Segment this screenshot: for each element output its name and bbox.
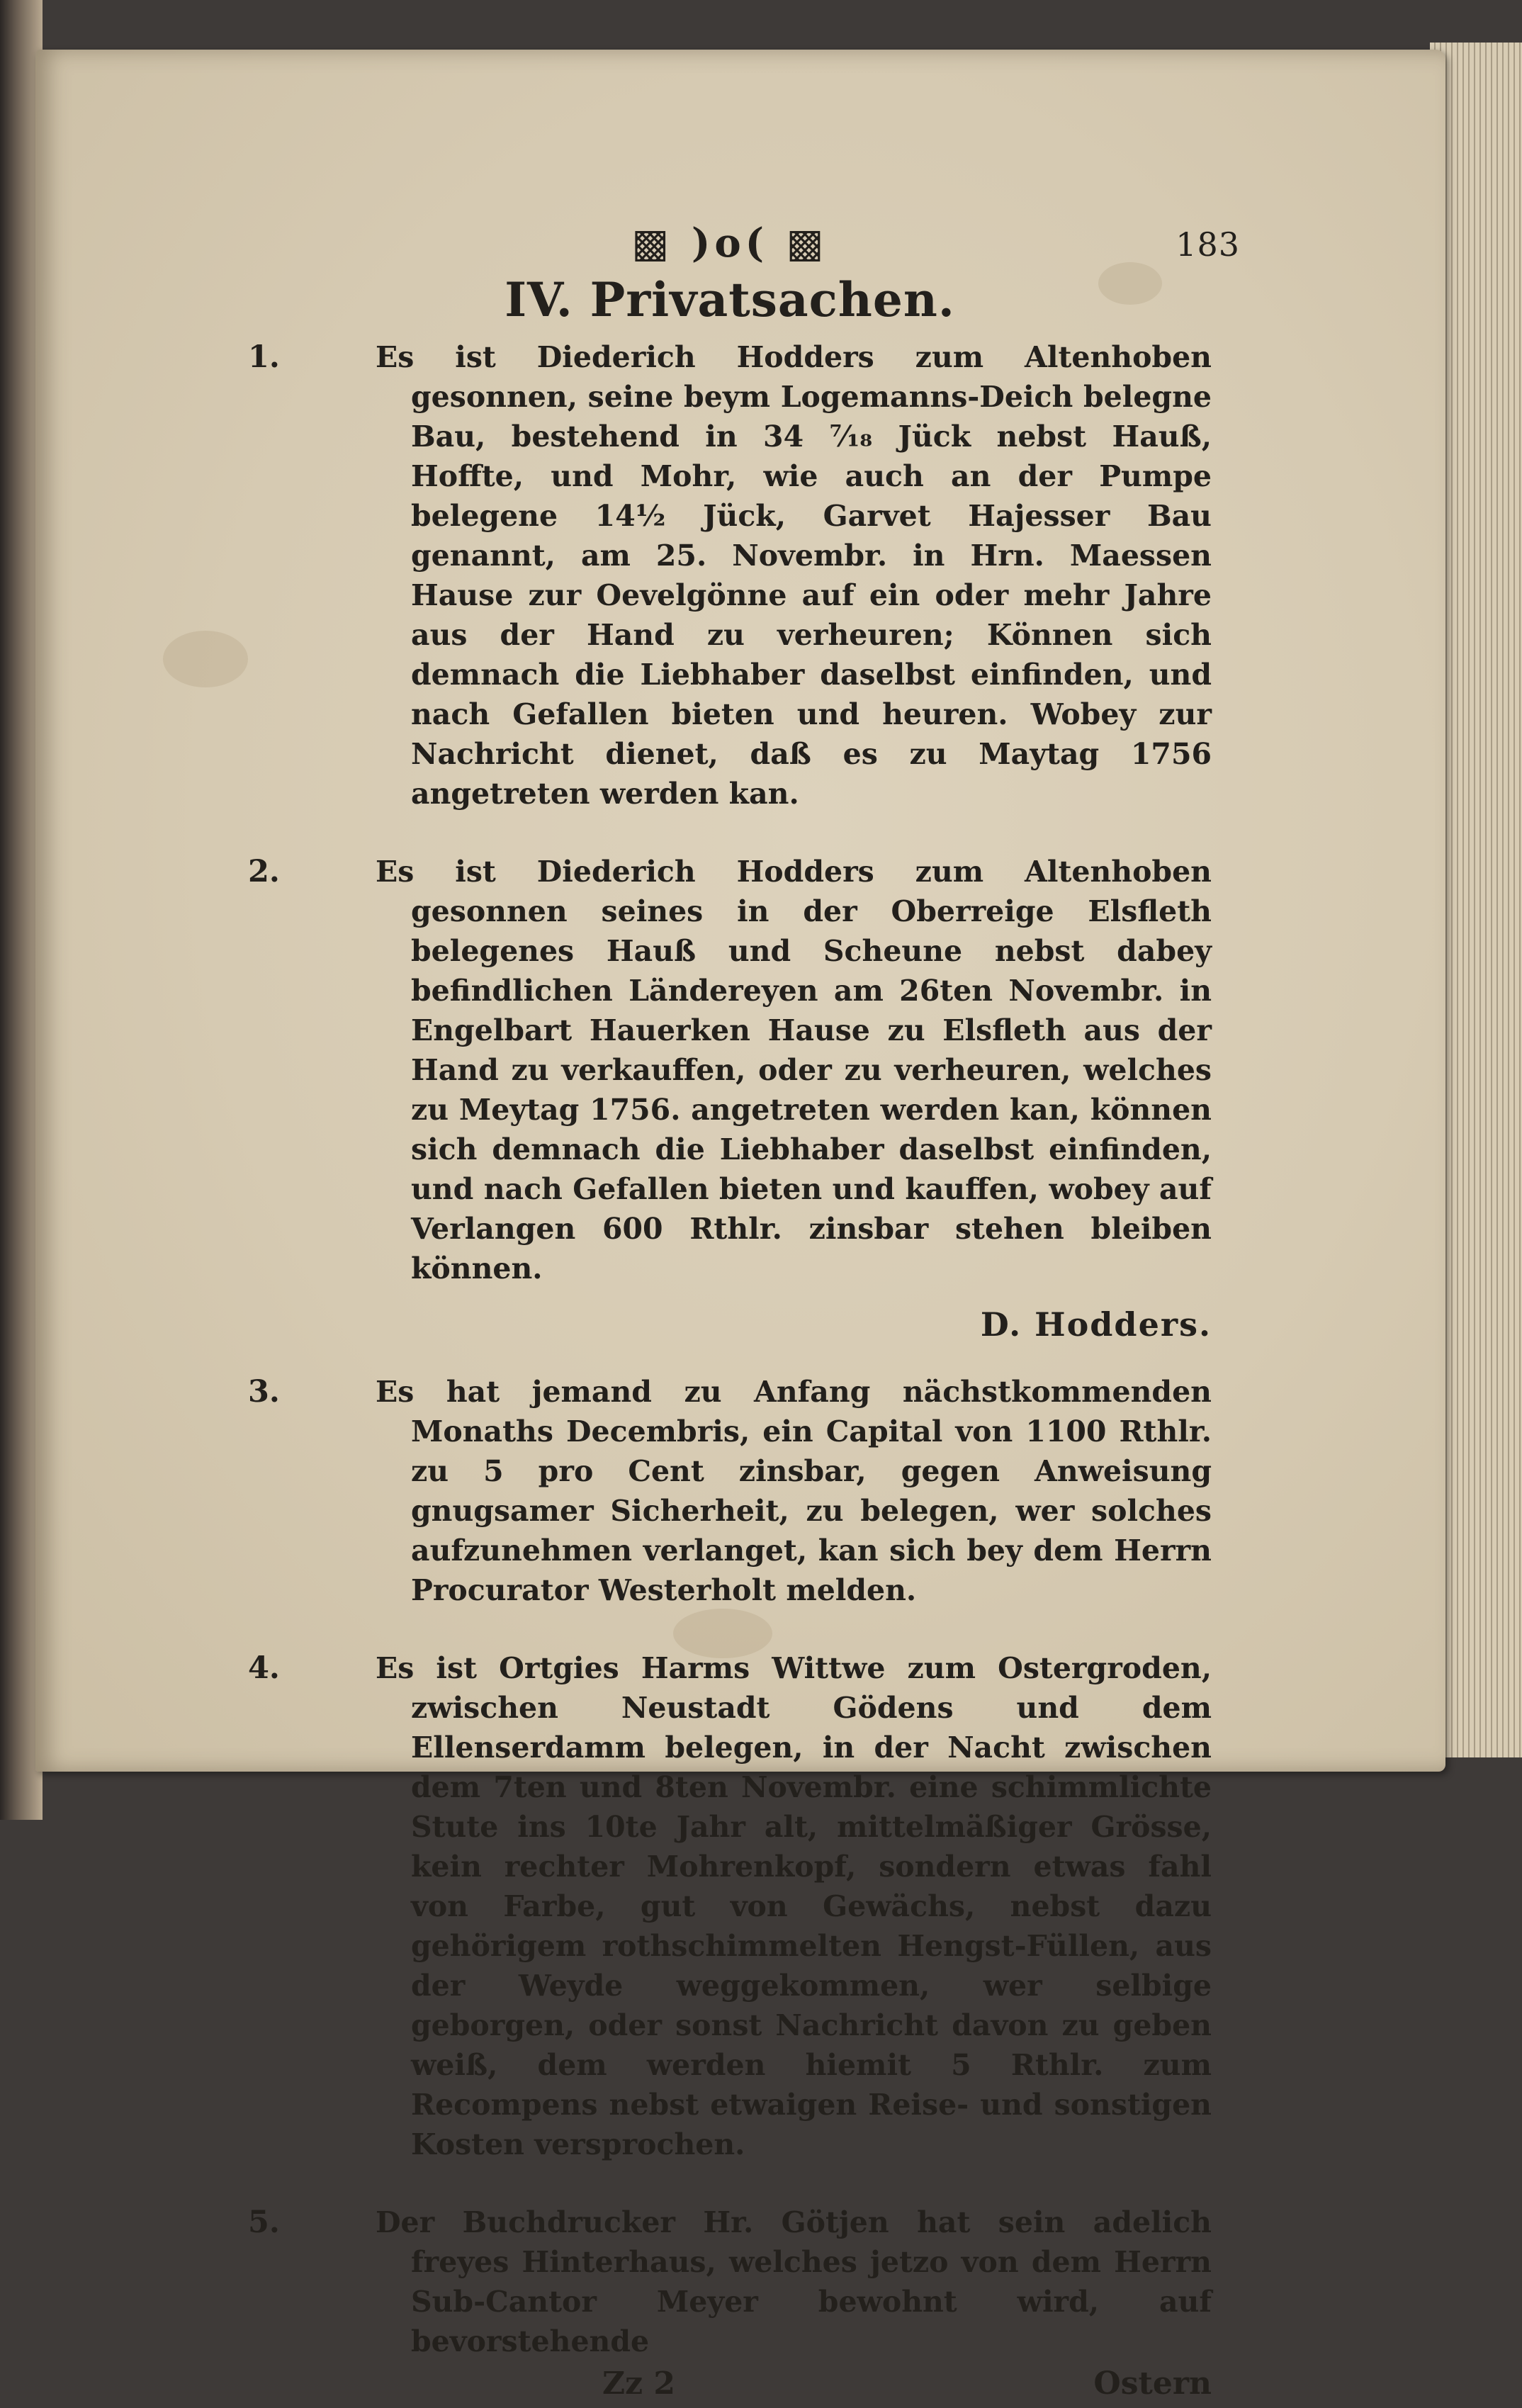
page-number: 183 (1176, 225, 1240, 264)
text-block (248, 220, 1240, 2408)
entry-text: Es hat jemand zu Anfang nächstkommenden Monaths Decembris, ein Capital von 1100 Rthlr. zu 5 pro Cent zinsbar, gegen Anweisung gnugsamer Sicherheit, zu belegen, wer solches aufzunehmen verlanget, kan sich bey dem Herrn Procurator Westerholt melden. (376, 1375, 1212, 1607)
entry-number: 5. (248, 2205, 280, 2240)
entry-number: 3. (248, 1374, 280, 1410)
entry-text: Es ist Diederich Hodders zum Altenhoben gesonnen seines in der Oberreige Elsfleth belegenes Hauß und Scheune nebst dabey befindlichen Ländereyen am 26ten Novembr. in Engelbart Hauerken Hause zu Elsfleth aus der Hand zu verkauffen, oder zu verheuren, welches zu Meytag 1756. angetreten werden kan, können sich demnach die Liebhaber daselbst einfinden, und nach Gefallen bieten und kauffen, wobey auf Verlangen 600 Rthlr. zinsbar stehen bleiben können. (376, 855, 1212, 1285)
catchword: Ostern (1093, 2365, 1212, 2402)
entry-5 (248, 2202, 1212, 2361)
entry-text: Der Buchdrucker Hr. Götjen hat sein adelich freyes Hinterhaus, welches jetzo von dem Herrn Sub-Cantor Meyer bewohnt wird, auf bevorstehende (376, 2205, 1212, 2358)
entry-1 (248, 337, 1212, 814)
signature-mark: Zz 2 (602, 2365, 676, 2402)
entry-4 (248, 1648, 1212, 2164)
entry-number: 2. (248, 854, 280, 889)
entry-2 (248, 852, 1212, 1288)
entry-3 (248, 1372, 1212, 1610)
entry-text: Es ist Diederich Hodders zum Altenhoben gesonnen, seine beym Logemanns-Deich belegne Bau, bestehend in 34 ⁷⁄₁₈ Jück nebst Hauß, Hoffte, und Mohr, wie auch an der Pumpe belegene 14½ Jück, Garvet Hajesser Bau genannt, am 25. Novembr. in Hrn. Maessen Hause zur Oevelgönne auf ein oder mehr Jahre aus der Hand zu verheuren; Können sich demnach die Liebhaber daselbst einfinden, und nach Gefallen bieten und heuren. Wobey zur Nachricht dienet, daß es zu Maytag 1756 angetreten werden kan. (376, 340, 1212, 811)
running-header (248, 220, 1240, 269)
section-title: IV. Privatsachen. (504, 272, 955, 327)
book-page (35, 50, 1445, 2402)
paper-stain (163, 631, 248, 687)
entry-signature: D. Hodders. (980, 1305, 1212, 1344)
entry-number: 4. (248, 1650, 280, 1686)
entry-number: 1. (248, 339, 280, 375)
entry-text: Es ist Ortgies Harms Wittwe zum Ostergroden, zwischen Neustadt Gödens und dem Ellenserdamm belegen, in der Nacht zwischen dem 7ten und 8ten Novembr. eine schimmlichte Stute ins 10te Jahr alt, mittelmäßiger Grösse, kein rechter Mohrenkopf, sondern etwas fahl von Farbe, gut von Gewächs, nebst dazu gehörigem rothschimmelten Hengst-Füllen, aus der Weyde weggekommen, wer selbige geborgen, oder sonst Nachricht davon zu geben weiß, dem werden hiemit 5 Rthlr. zum Recompens nebst etwaigen Reise- und sonstigen Kosten versprochen. (376, 1651, 1212, 2161)
page-footer (248, 2365, 1212, 2408)
header-ornament: ▩ )o( ▩ (631, 220, 828, 266)
